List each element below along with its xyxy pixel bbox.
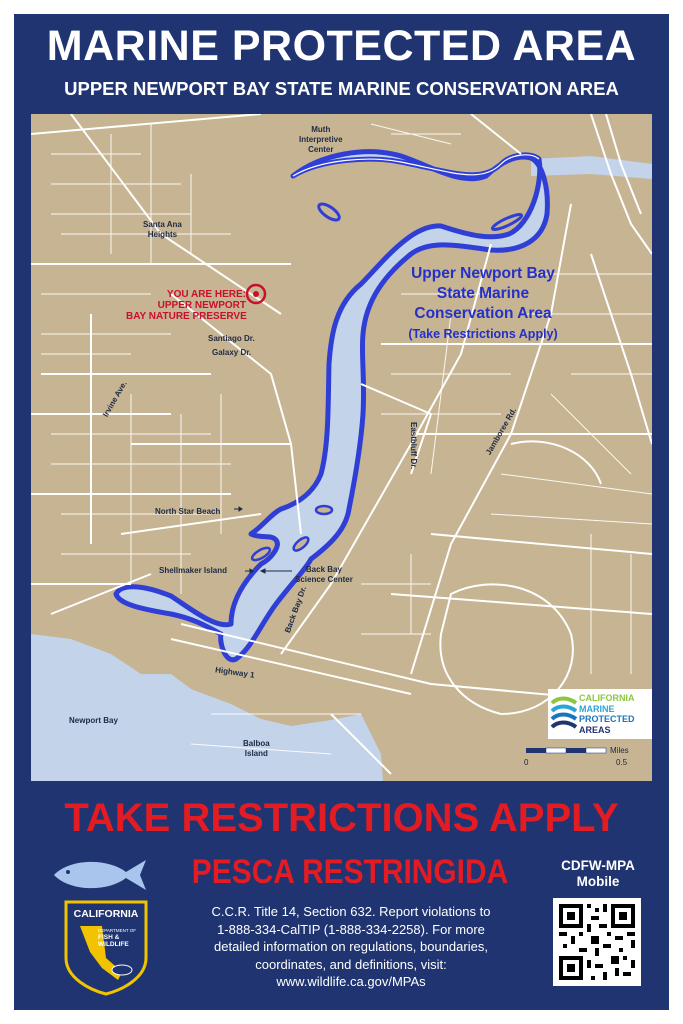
logo-line4: AREAS [579,724,611,735]
mpa-website-link[interactable]: www.wildlife.ca.gov/MPAs [276,974,426,989]
highway-1-label: Highway 1 [214,665,256,680]
newport-bay-label: Newport Bay [69,716,118,725]
balboa-island-label: Balboa Island [243,739,270,758]
eastbluff-dr-label: Eastbluff Dr. [409,422,418,470]
qr-code[interactable] [553,898,641,986]
north-star-beach-label: North Star Beach [155,507,221,516]
regulation-info: C.C.R. Title 14, Section 632. Report violations to 1-888-334-CalTIP (1-888-334-2258). For more detailed information on regulations, boundaries, coordinates, and definitions, visit: www.wildlife.ca.gov/MPAs [178,903,524,991]
scale-unit: Miles [610,746,629,755]
santiago-dr-label: Santiago Dr. [208,334,255,343]
back-bay-dr-label: Back Bay Dr. [283,585,309,635]
mpa-area-label: Upper Newport Bay State Marine Conservation Area (Take Restrictions Apply) [408,265,558,341]
map-panel [31,114,652,781]
seal-dept: DEPARTMENT OF [98,928,137,933]
page-title: MARINE PROTECTED AREA [46,22,637,70]
santa-ana-heights-label: Santa Ana Heights [143,220,182,239]
galaxy-dr-label: Galaxy Dr. [212,348,252,357]
pesca-restringida-heading: PESCA RESTRINGIDA [191,853,509,891]
california-mpa-logo [548,689,652,739]
logo-line3: PROTECTED [579,714,635,724]
seal-fish: FISH & [98,934,120,941]
you-are-here-label: YOU ARE HERE: UPPER NEWPORT BAY NATURE PRESERVE [126,289,247,322]
page-subtitle: UPPER NEWPORT BAY STATE MARINE CONSERVATION AREA [64,78,619,99]
jamboree-rd-label: Jamboree Rd. [484,406,519,457]
logo-line2: MARINE [579,703,615,714]
map-graphic [31,114,652,781]
scale-end: 0.5 [616,758,628,767]
back-bay-science-center-label: Back Bay Science Center [295,565,353,584]
creek-water [531,156,652,179]
you-are-here-dot [253,291,259,297]
scale-start: 0 [524,758,529,767]
muth-label: Muth Interpretive Center [299,125,343,154]
island-1 [316,201,341,223]
scale-bar [524,746,634,770]
cdfw-seal-icon [62,898,150,996]
seal-wildlife: WILDLIFE [98,941,129,948]
island-3 [316,506,332,514]
cdfw-mpa-mobile-label: CDFW-MPA Mobile [561,858,635,889]
shellmaker-island-label: Shellmaker Island [159,566,228,575]
take-restrictions-heading: TAKE RESTRICTIONS APPLY [64,796,619,840]
logo-line1: CALIFORNIA [579,693,635,703]
seal-title: CALIFORNIA [73,908,139,920]
irvine-ave-label: Irvine Ave. [101,379,129,419]
fish-icon [50,856,150,894]
